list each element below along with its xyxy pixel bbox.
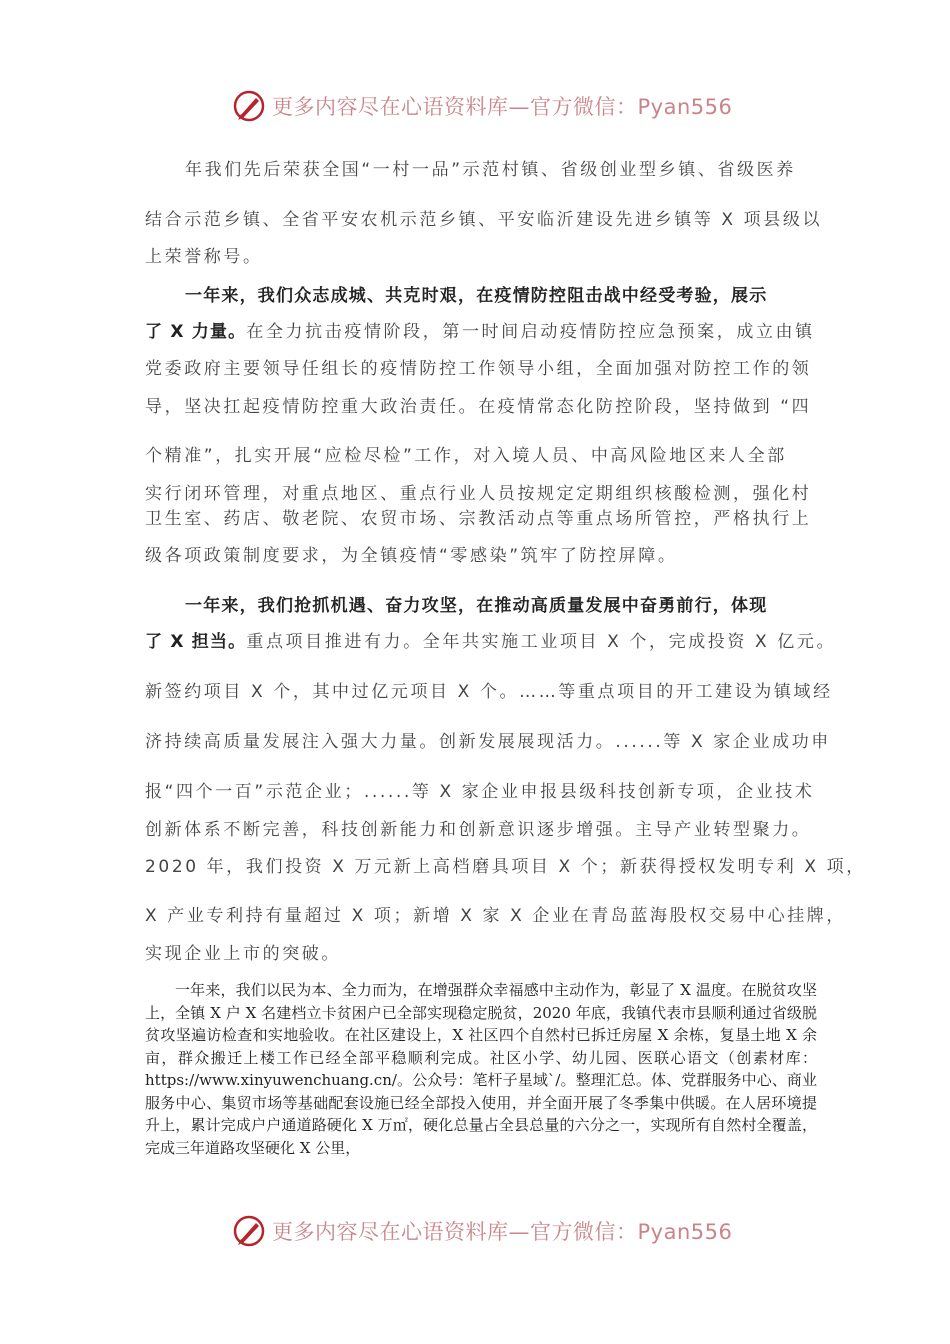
text-line: 实现企业上市的突破。 [145, 944, 341, 964]
text-line: 结合示范乡镇、全省平安农机示范乡镇、平安临沂建设先进乡镇等 X 项县级以 [145, 210, 823, 230]
text-line: 个精准”，扎实开展“应检尽检”工作，对入境人员、中高风险地区来人全部 [145, 446, 787, 466]
text-line: 济持续高质量发展注入强大力量。创新发展展现活力。......等 X 家企业成功申 [145, 732, 831, 752]
text-line: 创新体系不断完善，科技创新能力和创新意识逐步增强。主导产业转型聚力。 [145, 820, 812, 840]
text-line: 2020 年，我们投资 X 万元新上高档磨具项目 X 个；新获得授权发明专利 X 项， [145, 857, 866, 877]
pen-logo-icon [232, 1214, 266, 1248]
section-heading: 一年来，我们抢抓机遇、奋力攻坚，在推动高质量发展中奋勇前行，体现 [185, 596, 768, 616]
text-line: 实行闭环管理，对重点地区、重点行业人员按规定定期组织核酸检测，强化村 [145, 484, 812, 504]
text-line: 级各项政策制度要求，为全镇疫情“零感染”筑牢了防控屏障。 [145, 546, 678, 566]
text-line: X 产业专利持有量超过 X 项；新增 X 家 X 企业在青岛蓝海股权交易中心挂牌， [145, 906, 847, 926]
watermark-text: 更多内容尽在心语资料库—官方微信：Pyan556 [272, 95, 733, 119]
text-line: 年我们先后荣获全国“一村一品”示范村镇、省级创业型乡镇、省级医养 [185, 160, 796, 180]
text-line [145, 630, 837, 654]
text-line [145, 320, 825, 344]
text-line: 导，坚决扛起疫情防控重大政治责任。在疫情常态化防控阶段，坚持做到 “四 [145, 397, 812, 417]
text-line: 在全力抗击疫情阶段，第一时间启动疫情防控应急预案，成立由镇 [246, 322, 815, 342]
text-line: 重点项目推进有力。全年共实施工业项目 X 个，完成投资 X 亿元。 [246, 632, 837, 652]
paragraph-livelihood: 一年来，我们以民为本、全力而为，在增强群众幸福感中主动作为，彰显了 X 温度。在脱贫攻坚上，全镇 X 户 X 名建档立卡贫困户已全部实现稳定脱贫，2020 年底，我镇代表市县顺利通过省级脱贫攻坚遍访检查和实地验收。在社区建设上，X 社区四个自然村已拆迁房屋 X 余栋，复垦土地 X 余亩，群众搬迁上楼工作已经全部平稳顺利完成。社区小学、幼儿园、医联心语文（创素材库：https://www.xinyuwenchuang.cn/。公众号：笔杆子星域`/。整理汇总。体、党群服务中心、商业服务中心、集贸市场等基础配套设施已经全部投入使用，并全面开展了冬季集中供暖。在人居环境提升上，累计完成户户通道路硬化 X 万㎡，硬化总量占全县总量的六分之一，实现所有自然村全覆盖，完成三年道路攻坚硬化 X 公里， [145, 981, 817, 1157]
pen-logo-icon [232, 89, 266, 123]
text-line: 报“四个一百”示范企业；......等 X 家企业申报县级科技创新专项，企业技术 [145, 782, 815, 802]
section-heading: 了 X 力量。 [145, 322, 247, 342]
text-line: 卫生室、药店、敬老院、农贸市场、宗教活动点等重点场所管控，严格执行上 [145, 509, 812, 529]
text-line: 党委政府主要领导任组长的疫情防控工作领导小组，全面加强对防控工作的领 [145, 359, 812, 379]
text-line: 新签约项目 X 个，其中过亿元项目 X 个。……等重点项目的开工建设为镇域经 [145, 682, 833, 702]
watermark-header [232, 88, 752, 124]
watermark-footer [232, 1213, 752, 1249]
watermark-text: 更多内容尽在心语资料库—官方微信：Pyan556 [272, 1220, 733, 1244]
section-heading: 了 X 担当。 [145, 632, 247, 652]
text-line: 上荣誉称号。 [145, 247, 263, 267]
section-heading: 一年来，我们众志成城、共克时艰，在疫情防控阻击战中经受考验，展示 [185, 286, 768, 306]
